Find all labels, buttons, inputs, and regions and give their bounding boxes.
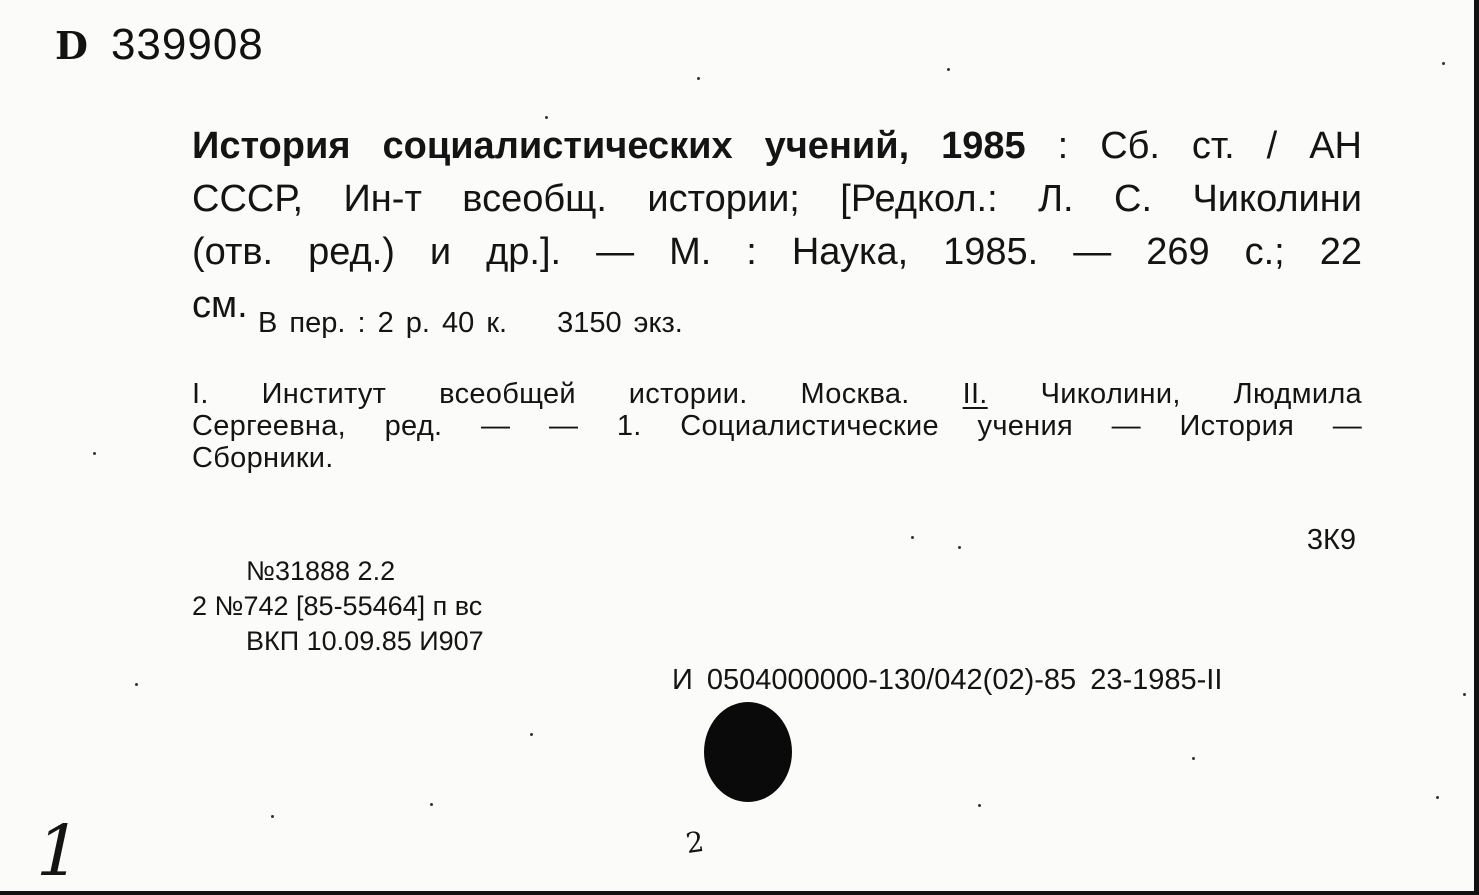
stamp-number: 339908 — [110, 20, 264, 69]
speck — [1442, 62, 1445, 65]
speck — [1463, 693, 1466, 696]
title-line-1-rest: : Сб. ст. / АН — [1025, 125, 1362, 167]
speck — [271, 815, 274, 818]
bibliographic-description — [192, 120, 1362, 332]
handwritten-mark: 1 — [27, 810, 90, 892]
title-line-3: (отв. ред.) и др.]. — М. : Наука, 1985. — 269 с.; 22 — [192, 231, 1362, 273]
speck — [545, 116, 548, 119]
speck — [1192, 757, 1195, 760]
accession-line-1: №31888 2.2 — [246, 556, 396, 586]
stamp-letter: D — [55, 23, 89, 68]
inventory-stamp — [55, 20, 264, 70]
speck — [911, 536, 914, 539]
class-mark: 3К9 — [1306, 524, 1356, 556]
title-line-2: СССР, Ин-т всеобщ. истории; [Редкол.: Л. С. Чиколини — [192, 178, 1362, 220]
tracing-line-2: Сергеевна, ред. — — 1. Социалистические учения — История — — [192, 410, 1362, 442]
accession-line-2: 2 №742 [85-55464] п вс — [192, 591, 483, 621]
title-line-4: см. — [192, 284, 248, 326]
speck — [430, 803, 433, 806]
price-line — [258, 307, 683, 340]
speck — [530, 733, 533, 736]
tracing-line-3: Сборники. — [192, 442, 334, 474]
tracings — [192, 378, 1362, 474]
tracing-line-1-c: Чиколини, Людмила — [987, 378, 1362, 410]
speck — [697, 77, 700, 80]
isbn-line: И 0504000000-130/042(02)-85 23-1985-II — [672, 664, 1223, 696]
speck — [135, 683, 138, 686]
accession-line-3: ВКП 10.09.85 И907 — [246, 626, 484, 656]
price: В пер. : 2 р. 40 к. — [258, 307, 508, 339]
title-line-1 — [192, 120, 1362, 173]
tracing-line-1 — [192, 378, 1362, 410]
speck — [947, 68, 950, 71]
speck — [978, 804, 981, 807]
copies: 3150 экз. — [557, 307, 683, 339]
tracing-line-1-a: I. Институт всеобщей истории. Москва. — [192, 378, 963, 410]
speck — [958, 546, 961, 549]
tracing-line-1-b: II. — [962, 378, 988, 410]
punch-hole — [704, 702, 792, 802]
small-handwritten-mark: 2 — [683, 824, 707, 861]
speck — [93, 452, 96, 455]
title-bold: История социалистических учений, 1985 — [192, 125, 1026, 167]
speck — [1436, 796, 1439, 799]
